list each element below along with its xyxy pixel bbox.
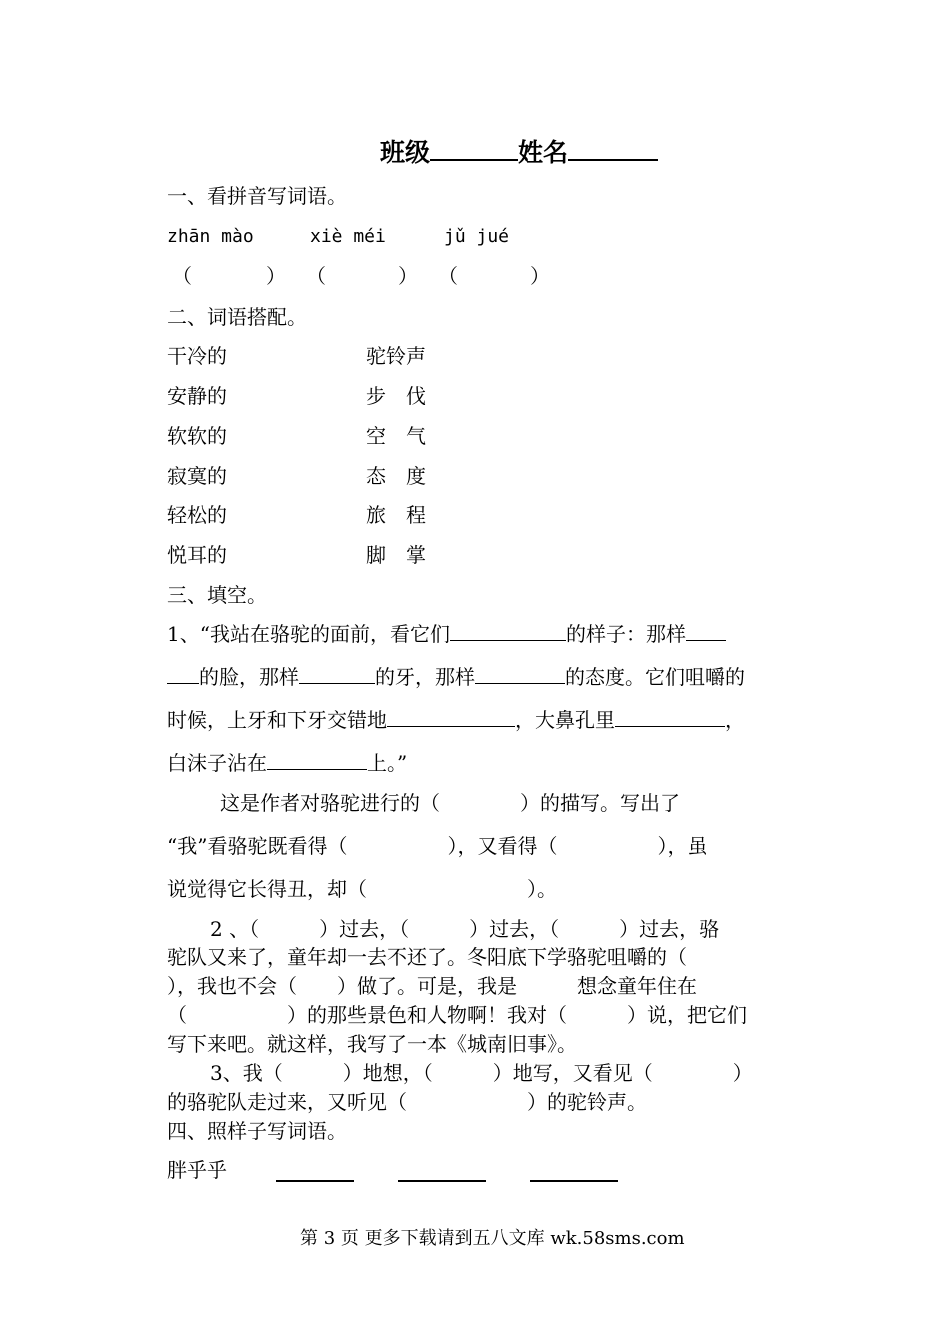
q1-text: 1、“我站在骆驼的面前，看它们 bbox=[167, 622, 450, 646]
q1-line3 bbox=[167, 710, 745, 730]
fill-blank[interactable] bbox=[387, 725, 515, 727]
fill-blank[interactable] bbox=[299, 682, 375, 684]
fill-blank[interactable] bbox=[167, 682, 199, 684]
q1-text: 的样子：那样 bbox=[565, 622, 686, 646]
q3-line1: 3、我（ ）地想，（ ）地写，又看见（ ） bbox=[210, 1061, 753, 1085]
section4-example: 胖乎乎 bbox=[167, 1158, 227, 1182]
fill-blank[interactable] bbox=[267, 768, 367, 770]
match-right-1: 驼铃声 bbox=[366, 344, 426, 368]
bracket-open-1: （ bbox=[172, 264, 192, 288]
section1-heading: 一、看拼音写词语。 bbox=[167, 184, 347, 208]
match-left-5: 轻松的 bbox=[167, 503, 227, 527]
q1-text: 的牙，那样 bbox=[375, 665, 475, 689]
q1-text: 的态度。它们咀嚼的 bbox=[565, 665, 745, 689]
answer-line-1[interactable] bbox=[276, 1180, 354, 1182]
q1-paragraph-1: 这是作者对骆驼进行的（ ）的描写。写出了 bbox=[220, 791, 680, 815]
name-blank[interactable] bbox=[568, 158, 658, 161]
fill-blank[interactable] bbox=[615, 725, 725, 727]
page-footer: 第 3 页 更多下载请到五八文库 wk.58sms.com bbox=[300, 1228, 685, 1249]
match-left-3: 软软的 bbox=[167, 424, 227, 448]
answer-line-2[interactable] bbox=[398, 1180, 486, 1182]
bracket-open-3: （ bbox=[438, 264, 458, 288]
q1-line4 bbox=[167, 753, 407, 773]
q1-text: 的脸，那样 bbox=[199, 665, 299, 689]
q2-line3: ），我也不会（ ）做了。可是，我是 想念童年住在 bbox=[167, 974, 697, 998]
q2-line2: 驼队又来了，童年却一去不还了。冬阳底下学骆驼咀嚼的（ bbox=[167, 945, 687, 969]
match-right-3: 空 气 bbox=[366, 424, 426, 448]
q1-line2 bbox=[167, 667, 745, 687]
bracket-close-3: ） bbox=[530, 264, 550, 288]
q1-text: 上。” bbox=[367, 751, 408, 775]
q2-line4: （ ）的那些景色和人物啊！我对（ ）说，把它们 bbox=[167, 1003, 747, 1027]
section2-heading: 二、词语搭配。 bbox=[167, 305, 307, 329]
q3-line2: 的骆驼队走过来，又听见（ ）的驼铃声。 bbox=[167, 1090, 647, 1114]
q1-paragraph-2: “我”看骆驼既看得（ ），又看得（ ），虽 bbox=[167, 834, 708, 858]
q1-text: 时候，上牙和下牙交错地 bbox=[167, 708, 387, 732]
q1-paragraph-3: 说觉得它长得丑，却（ ）。 bbox=[167, 877, 557, 901]
q1-text: ，大鼻孔里 bbox=[515, 708, 615, 732]
answer-line-3[interactable] bbox=[530, 1180, 618, 1182]
q2-line1: 2 、（ ）过去，（ ）过去，（ ）过去，骆 bbox=[210, 917, 720, 941]
pinyin-3: jǔ jué bbox=[444, 226, 510, 247]
q1-line1 bbox=[167, 624, 726, 644]
bracket-close-2: ） bbox=[398, 264, 418, 288]
q2-line5: 写下来吧。就这样，我写了一本《城南旧事》。 bbox=[167, 1032, 577, 1056]
match-right-6: 脚 掌 bbox=[366, 543, 426, 567]
match-left-6: 悦耳的 bbox=[167, 543, 227, 567]
match-right-5: 旅 程 bbox=[366, 503, 426, 527]
fill-blank[interactable] bbox=[450, 639, 566, 641]
match-left-4: 寂寞的 bbox=[167, 464, 227, 488]
section4-heading: 四、照样子写词语。 bbox=[167, 1119, 347, 1143]
fill-blank[interactable] bbox=[686, 639, 726, 641]
class-blank[interactable] bbox=[430, 158, 518, 161]
bracket-open-2: （ bbox=[306, 264, 326, 288]
match-left-2: 安静的 bbox=[167, 384, 227, 408]
pinyin-2: xiè méi bbox=[310, 226, 386, 247]
match-left-1: 干冷的 bbox=[167, 344, 227, 368]
pinyin-1: zhān mào bbox=[167, 226, 254, 247]
section3-heading: 三、填空。 bbox=[167, 583, 267, 607]
q1-text: ， bbox=[725, 708, 745, 732]
page-title bbox=[380, 140, 658, 165]
match-right-2: 步 伐 bbox=[366, 384, 426, 408]
fill-blank[interactable] bbox=[475, 682, 565, 684]
bracket-close-1: ） bbox=[266, 264, 286, 288]
q1-text: 白沫子沾在 bbox=[167, 751, 267, 775]
class-label: 班级 bbox=[380, 138, 431, 167]
name-label: 姓名 bbox=[518, 138, 569, 167]
match-right-4: 态 度 bbox=[366, 464, 426, 488]
